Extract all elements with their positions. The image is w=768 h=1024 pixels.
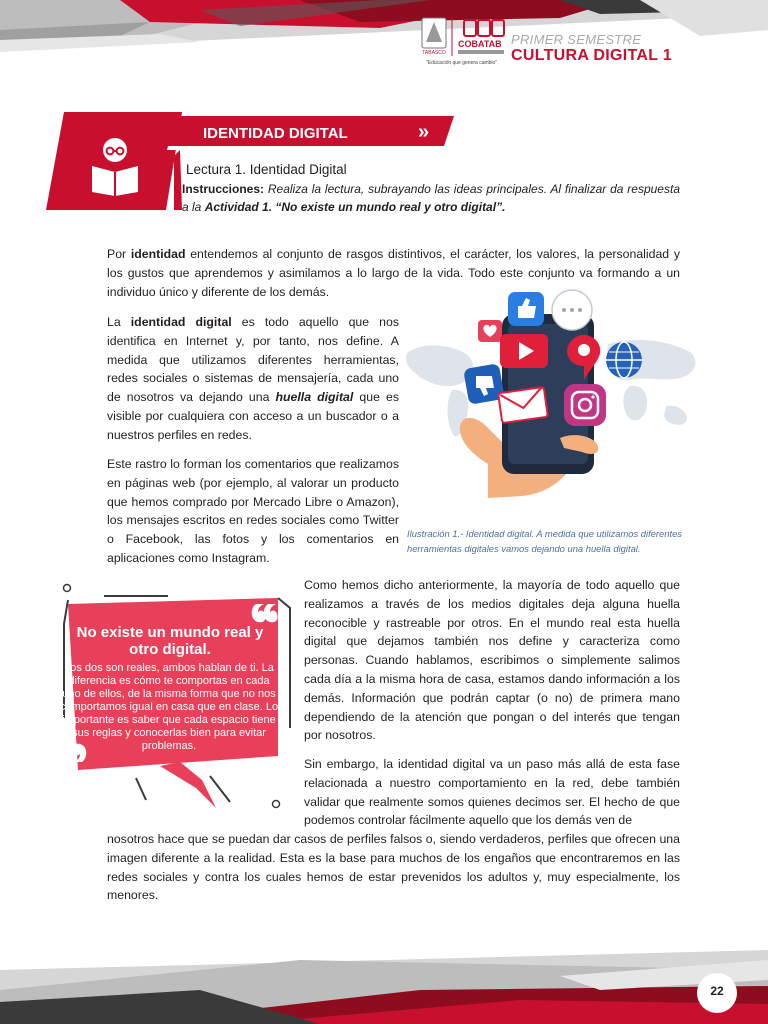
reader-book-icon xyxy=(86,134,144,196)
activity-reference: Actividad 1. “No existe un mundo real y otro digital”. xyxy=(204,200,506,214)
paragraph-digital-identity xyxy=(107,313,399,445)
instructions-body: Realiza la lectura, subrayando las ideas principales. Al finalizar da respuesta a la xyxy=(182,182,680,214)
logo-text: COBATAB xyxy=(458,39,502,49)
p2-pre: La xyxy=(107,315,131,329)
slogan: "Educación que genera cambio" xyxy=(426,60,498,66)
chevron-right-icon: » xyxy=(418,121,430,143)
course-title: CULTURA DIGITAL 1 xyxy=(511,47,672,64)
bottom-banner xyxy=(0,930,768,1024)
p2-mid: es todo aquello que nos identifica en Internet y, por tanto, nos define. A medida que utilizamos diferentes herramientas, redes sociales o sistemas de mensajería, cada uno de nosotros va dejando una xyxy=(107,315,399,405)
paragraph-real-world: Como hemos dicho anteriormente, la mayoría de todo aquello que realizamos a través de los medios digitales deja alguna huella reconocible y rastreable por otros. En el mundo real esta huella digital que dejamos también nos define y caracteriza como personas. Cuando hablamos, escribimos o simplemente salimos cada día a la misma hora de casa, estamos dando información a los demás. Información que podrán captar (o no) de primera mano dependiendo de la atención que pongan o del interés que tengan por nosotros. xyxy=(304,578,680,743)
mail-icon xyxy=(498,387,548,423)
quote-body: Los dos son reales, ambos hablan de ti. La diferencia es cómo te comportas en cada uno de ellos, de la misma forma que no nos comportamos igual en casa que en clase. Lo importante es saber que cada espacio tiene sus reglas y conocerlas bien para evitar problemas. xyxy=(59,662,279,752)
section-title: IDENTIDAD DIGITAL xyxy=(203,125,348,142)
p2-post: que es visible por cualquiera con acceso a un buscador o a nuestros perfiles en redes. xyxy=(107,390,399,442)
lecture-title: Lectura 1. Identidad Digital xyxy=(186,162,347,177)
instagram-icon xyxy=(564,384,606,426)
digital-identity-illustration xyxy=(404,286,700,498)
paragraph-trace: Este rastro lo forman los comentarios que realizamos en páginas web (por ejemplo, al valorar un producto que hemos comprado por Mercado Libre o Amazon), los mensajes escritos en redes sociales como Twitter o Facebook, las fotos y los comentarios en aplicaciones como Instagram. xyxy=(107,457,399,565)
paragraph-however-part1: Sin embargo, la identidad digital va un paso más allá de esta fase relacionada a nuestro comportamiento en la red, debe también validar que realmente somos quienes decimos ser. El hecho de que podemos controlar fácilmente aquello que los demás ven de xyxy=(304,757,680,828)
instructions-label: Instrucciones: xyxy=(182,182,265,196)
p2-bold-italic: huella digital xyxy=(275,390,354,405)
p1-post: entendemos al conjunto de rasgos distintivos, el carácter, los valores, la personalidad y los gustos que aprendemos y asimilamos a lo largo de la vida. Todo este conjunto va formando a un individuo único y diferente de los demás. xyxy=(107,247,680,299)
instructions xyxy=(182,180,680,216)
p2-bold: identidad digital xyxy=(130,315,232,329)
p1-pre: Por xyxy=(107,247,131,261)
p1-bold: identidad xyxy=(130,247,186,261)
figure-caption: Ilustración 1.- Identidad digital. A medida que utilizamos diferentes herramientas digitales vamos dejando una huella digital. xyxy=(407,528,682,554)
logo-state-label: TABASCO xyxy=(422,50,446,56)
paragraph-however-part2: nosotros hace que se puedan dar casos de perfiles falsos o, siendo verdaderos, perfiles que ofrecen una imagen diferente a la realidad. Esta es la base para muchos de los engaños que encontraremos en las redes sociales y contra los cuales hemos de estar prevenidos los adultos y, muy especialmente, los menores. xyxy=(107,832,680,903)
quote-title: No existe un mundo real y otro digital. xyxy=(76,624,264,658)
semester-label: PRIMER SEMESTRE xyxy=(511,32,642,47)
page-number: 22 xyxy=(710,984,724,998)
